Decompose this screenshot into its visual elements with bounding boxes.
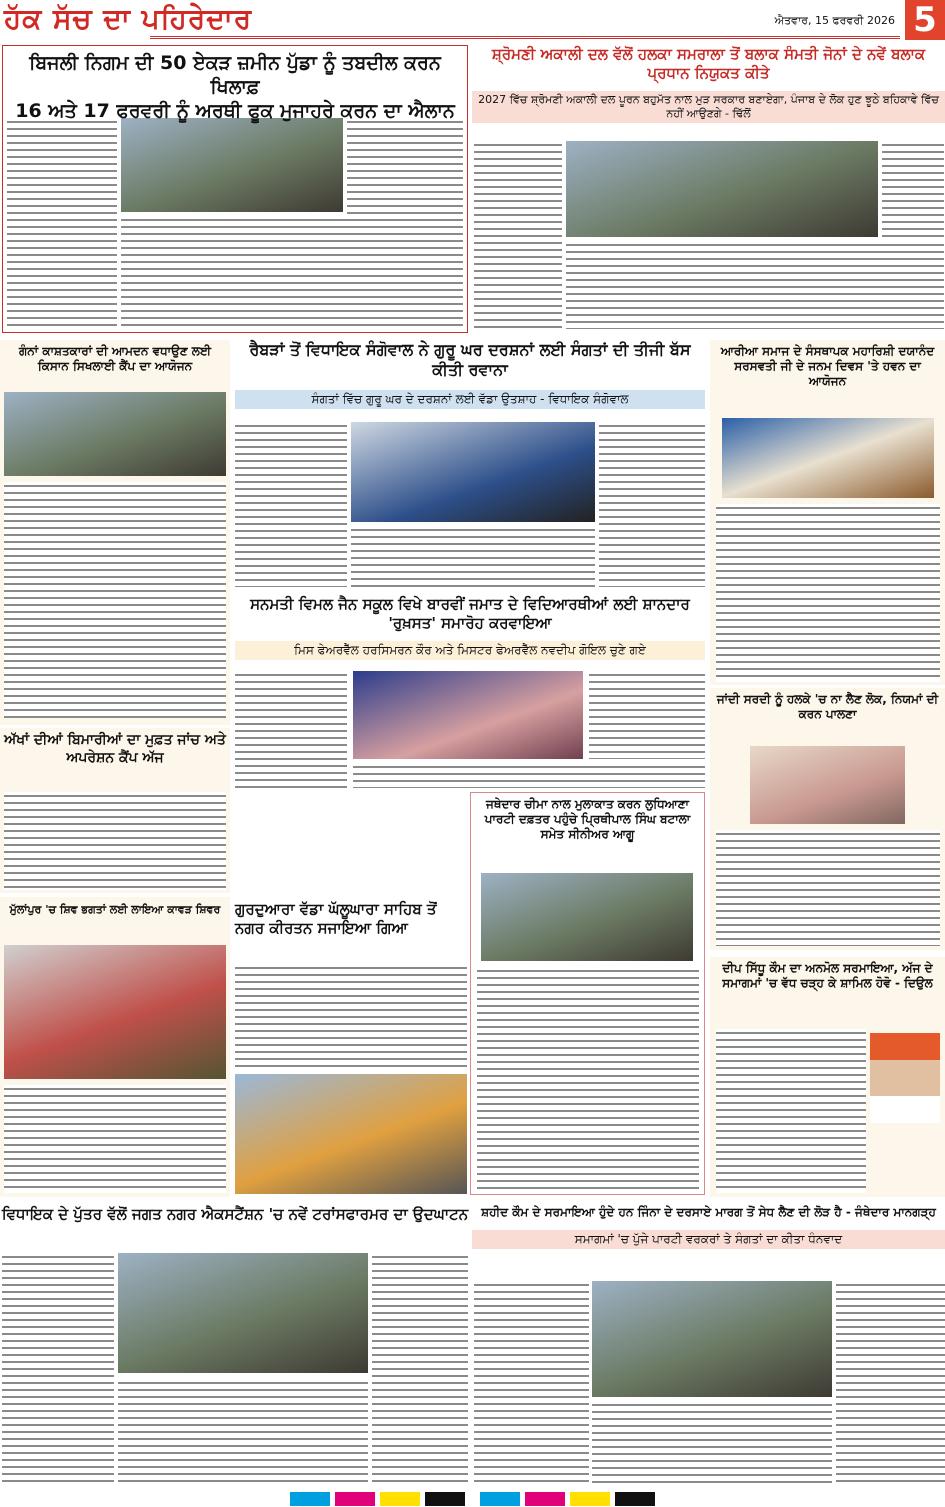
subheadline: ਸੰਗਤਾਂ ਵਿੱਚ ਗੁਰੂ ਘਰ ਦੇ ਦਰਸ਼ਨਾਂ ਲਈ ਵੱਡਾ ਉਤਸ਼ਾਹ - ਵਿਧਾਇਕ ਸੰਗੋਵਾਲ xyxy=(235,390,705,409)
story-text xyxy=(121,216,463,328)
story-text xyxy=(477,967,699,1191)
masthead-logo: ਹੱਕ ਸੱਚ ਦਾ ਪਹਿਰੇਦਾਰ xyxy=(4,2,253,35)
story-text xyxy=(589,671,705,759)
story-text xyxy=(347,118,463,214)
story-deep-sidhu xyxy=(710,957,945,1197)
headline: ਰੈਬੜਾਂ ਤੋਂ ਵਿਧਾਇਕ ਸੰਗੋਵਾਲ ਨੇ ਗੁਰੂ ਘਰ ਦਰਸ਼ਨਾਂ ਲਈ ਸੰਗਤਾਂ ਦੀ ਤੀਜੀ ਬੱਸ ਕੀਤੀ ਰਵਾਨਾ xyxy=(249,340,691,379)
story-sugarcane-camp xyxy=(0,340,230,725)
headline: ਦੀਪ ਸਿੱਧੂ ਕੌਮ ਦਾ ਅਨਮੋਲ ਸਰਮਾਇਆ, ਅੱਜ ਦੇ ਸਮਾਗਮਾਂ 'ਚ ਵੱਧ ਚੜ੍ਹ ਕੇ ਸ਼ਾਮਿਲ ਹੋਵੋ - ਦਿਉਲ xyxy=(722,961,933,990)
subheadline: ਸਮਾਗਮਾਂ 'ਚ ਪੁੱਜੇ ਪਾਰਟੀ ਵਰਕਰਾਂ ਤੇ ਸੰਗਤਾਂ ਦਾ ਕੀਤਾ ਧੰਨਵਾਦ xyxy=(472,1230,945,1249)
headline: ਜਾਂਦੀ ਸਰਦੀ ਨੂੰ ਹਲਕੇ 'ਚ ਨਾ ਲੈਣ ਲੋਕ, ਨਿਯਮਾਂ ਦੀ ਕਰਨ ਪਾਲਣਾ xyxy=(716,692,939,721)
story-text xyxy=(566,241,944,329)
story-text xyxy=(599,422,705,587)
headline: ਸ਼੍ਰੋਮਣੀ ਅਕਾਲੀ ਦਲ ਵੱਲੋਂ ਹਲਕਾ ਸਮਰਾਲਾ ਤੋਂ ਬਲਾਕ ਸੰਮਤੀ ਜੋਨਾਂ ਦੇ ਨਵੇਂ ਬਲਾਕ ਪ੍ਰਧਾਨ ਨਿਯੁਕਤ ਕੀਤੇ xyxy=(491,45,926,82)
headline: ਗੰਨਾਂ ਕਾਸ਼ਤਕਾਰਾਂ ਦੀ ਆਮਦਨ ਵਧਾਉਣ ਲਈ ਕਿਸਾਨ ਸਿਖਲਾਈ ਕੈਂਪ ਦਾ ਆਯੋਜਨ xyxy=(18,344,212,373)
color-bar-magenta xyxy=(335,1492,375,1506)
story-text xyxy=(474,141,562,329)
page-number: 5 xyxy=(905,0,945,40)
story-text xyxy=(716,504,940,682)
headline: ਬਿਜਲੀ ਨਿਗਮ ਦੀ 50 ਏਕੜ ਜ਼ਮੀਨ ਪੁੱਡਾ ਨੂੰ ਤਬਦੀਲ ਕਰਨ ਖਿਲਾਫ਼ xyxy=(29,52,441,98)
headline: ਵਿਧਾਇਕ ਦੇ ਪੁੱਤਰ ਵੱਲੋਂ ਜਗਤ ਨਗਰ ਐਕਸਟੈਂਸ਼ਨ 'ਚ ਨਵੇਂ ਟਰਾਂਸਫਾਰਮਰ ਦਾ ਉਦਘਾਟਨ xyxy=(1,1205,469,1223)
color-bar-black xyxy=(425,1492,465,1506)
story-akali-dal xyxy=(472,45,945,333)
story-text xyxy=(4,792,226,890)
story-photo xyxy=(750,746,905,824)
story-photo xyxy=(4,392,226,476)
headline: ਮੁੱਲਾਂਪੁਰ 'ਚ ਸ਼ਿਵ ਭਗਤਾਂ ਲਈ ਲਾਇਆ ਕਾਵੜ ਸ਼ਿਵਰ xyxy=(9,903,221,916)
story-photo xyxy=(121,118,343,212)
headline: ਆਰੀਆ ਸਮਾਜ ਦੇ ਸੰਸਥਾਪਕ ਮਹਾਰਿਸ਼ੀ ਦਯਾਨੰਦ ਸਰਸਵਤੀ ਜੀ ਦੇ ਜਨਮ ਦਿਵਸ 'ਤੇ ਹਵਨ ਦਾ ਆਯੋਜਨ xyxy=(720,344,935,388)
story-text xyxy=(474,1281,589,1485)
headline: ਸ਼ਹੀਦ ਕੌਮ ਦੇ ਸਰਮਾਇਆ ਹੁੰਦੇ ਹਨ ਜਿੰਨਾ ਦੇ ਦਰਸਾਏ ਮਾਰਗ ਤੋਂ ਸੇਧ ਲੈਣ ਦੀ ਲੋੜ ਹੈ - ਜੰਥੇਦਾਰ ਮਾਨਗੜ੍ਹ xyxy=(481,1205,936,1219)
issue-date: ਐਤਵਾਰ, 15 ਫਰਵਰੀ 2026 xyxy=(774,14,895,27)
story-text xyxy=(372,1253,468,1485)
story-photo xyxy=(351,422,595,522)
story-photo xyxy=(722,418,934,498)
story-text xyxy=(235,964,467,1068)
headline: ਗੁਰਦੁਆਰਾ ਵੱਡਾ ਘੱਲੂਘਾਰਾ ਸਾਹਿਬ ਤੋਂ ਨਗਰ ਕੀਰਤਨ ਸਜਾਇਆ ਗਿਆ xyxy=(235,900,437,937)
color-bar-cyan xyxy=(480,1492,520,1506)
color-bar-magenta xyxy=(525,1492,565,1506)
story-shaheed xyxy=(472,1205,945,1488)
story-photo xyxy=(4,945,226,1079)
color-bar-yellow xyxy=(380,1492,420,1506)
story-text xyxy=(235,422,347,587)
story-eye-camp xyxy=(0,728,230,893)
color-bar-yellow xyxy=(570,1492,610,1506)
story-text xyxy=(118,1379,368,1485)
story-text xyxy=(836,1281,945,1485)
story-jathedar-cheema xyxy=(470,792,705,1195)
portrait-photo xyxy=(870,1033,940,1123)
story-arya-samaj xyxy=(710,340,945,685)
story-text xyxy=(351,526,595,588)
story-photo xyxy=(592,1281,832,1397)
story-text xyxy=(716,830,940,946)
story-text xyxy=(882,141,944,237)
masthead-rule xyxy=(150,36,900,39)
story-text xyxy=(353,763,705,788)
story-electricity-board xyxy=(2,45,468,333)
story-winter-advice xyxy=(710,688,945,950)
story-text xyxy=(2,1253,114,1485)
story-photo xyxy=(118,1253,368,1373)
subheadline: ਮਿਸ ਫੇਅਰਵੈੱਲ ਹਰਸਿਮਰਨ ਕੌਰ ਅਤੇ ਮਿਸਟਰ ਫੇਅਰਵੈੱਲ ਨਵਦੀਪ ਗੋਇਲ ਚੁਣੇ ਗਏ xyxy=(235,641,705,660)
story-photo xyxy=(235,1074,467,1194)
story-nagar-kirtan xyxy=(235,900,467,1197)
headline: ਜਥੇਦਾਰ ਚੀਮਾ ਨਾਲ ਮੁਲਾਕਾਤ ਕਰਨ ਲੁਧਿਆਣਾ ਪਾਰਟੀ ਦਫ਼ਤਰ ਪਹੁੰਚੇ ਪ੍ਰਿਥੀਪਾਲ ਸਿੰਘ ਬਟਾਲਾ ਸਮੇਤ ਸੀਨੀਅਰ ਆਗੂ xyxy=(484,797,691,841)
story-text xyxy=(716,1029,866,1193)
subheadline: 2027 ਵਿੱਚ ਸ਼੍ਰੋਮਣੀ ਅਕਾਲੀ ਦਲ ਪੂਰਨ ਬਹੁਮੱਤ ਨਾਲ ਮੁੜ ਸਰਕਾਰ ਬਣਾਏਗਾ, ਪੰਜਾਬ ਦੇ ਲੋਕ ਹੁਣ ਝੂਠੇ ਬਹਿਕਾਵੇ ਵਿੱਚ ਨਹੀਂ ਆਉਣਗੇ - ਢਿੱਲੋਂ xyxy=(472,91,945,123)
story-text xyxy=(592,1401,832,1485)
story-farewell-party xyxy=(235,595,705,790)
story-text xyxy=(235,671,347,788)
color-bar-cyan xyxy=(290,1492,330,1506)
story-photo xyxy=(566,141,878,237)
story-text xyxy=(4,1085,226,1193)
story-text xyxy=(4,482,226,718)
story-photo xyxy=(353,671,583,759)
story-photo xyxy=(481,873,693,961)
story-bus-dispatch xyxy=(235,340,705,590)
headline: ਅੱਖਾਂ ਦੀਆਂ ਬਿਮਾਰੀਆਂ ਦਾ ਮੁਫ਼ਤ ਜਾਂਚ ਅਤੇ ਅਪਰੇਸ਼ਨ ਕੈਂਪ ਅੱਜ xyxy=(4,732,226,766)
story-kanwar-camp xyxy=(0,897,230,1197)
color-bar-black xyxy=(615,1492,655,1506)
headline-line2: 16 ਅਤੇ 17 ਫਰਵਰੀ ਨੂੰ ਅਰਥੀ ਫੂਕ ਮੁਜਾਹਰੇ ਕਰਨ ਦਾ ਐਲਾਨ xyxy=(15,99,455,122)
headline: ਸਨਮਤੀ ਵਿਮਲ ਜੈਨ ਸਕੂਲ ਵਿਖੇ ਬਾਰਵੀਂ ਜਮਾਤ ਦੇ ਵਿਦਿਆਰਥੀਆਂ ਲਈ ਸ਼ਾਨਦਾਰ 'ਰੁਖ਼ਸਤ' ਸਮਾਰੋਹ ਕਰਵਾਇਆ xyxy=(250,595,690,632)
story-text xyxy=(7,118,117,328)
story-transformer xyxy=(0,1205,470,1488)
